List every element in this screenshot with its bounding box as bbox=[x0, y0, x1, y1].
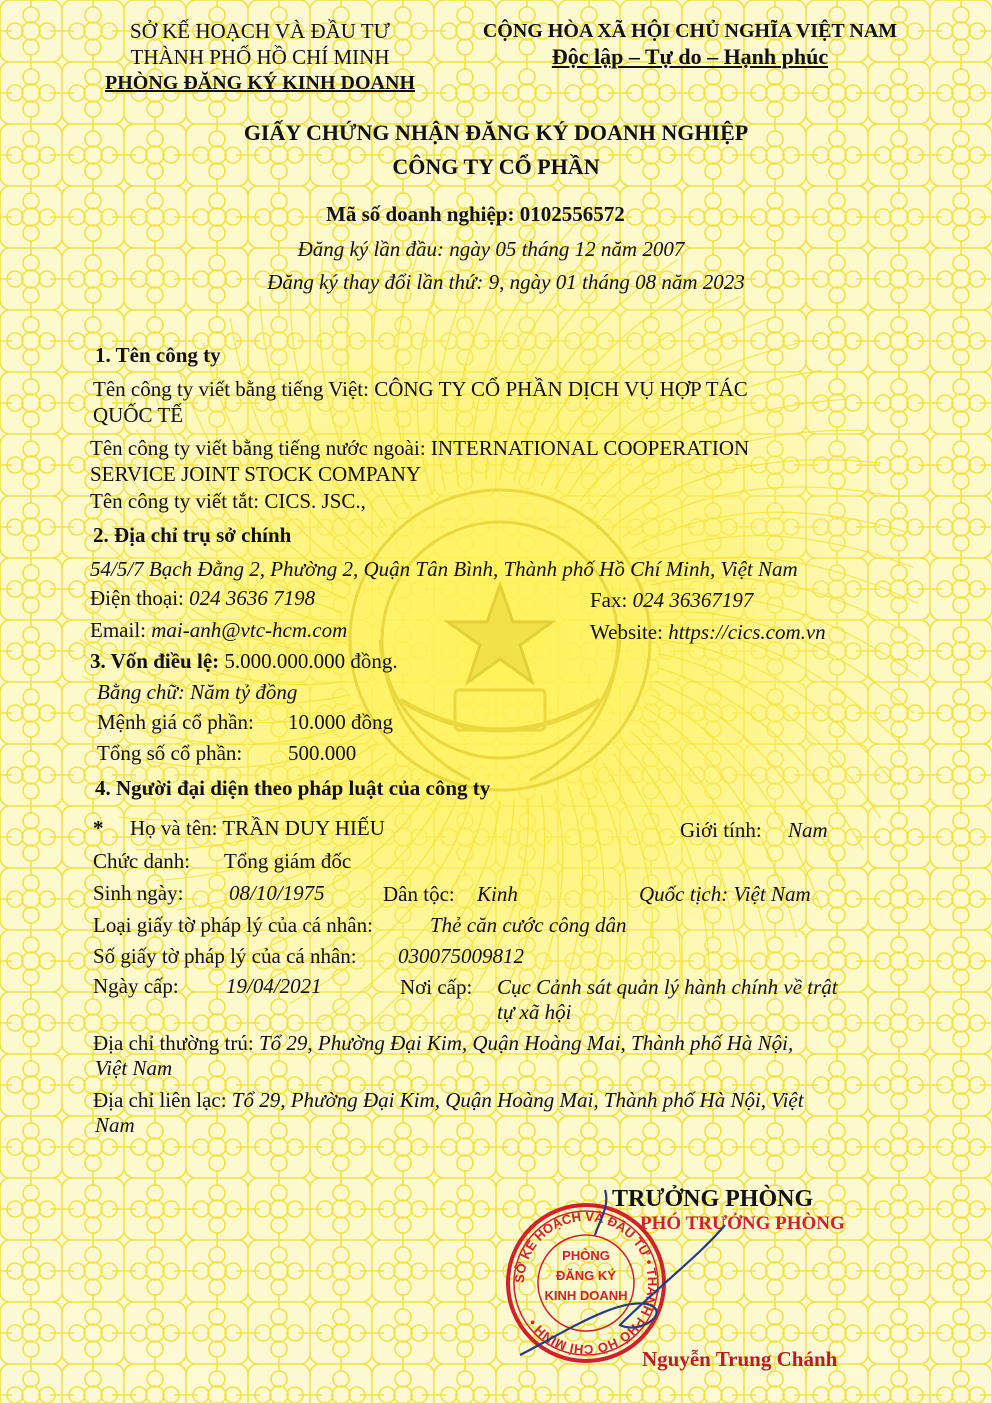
nation-line-1: CỘNG HÒA XÃ HỘI CHỦ NGHĨA VIỆT NAM bbox=[482, 20, 898, 42]
position-value: Tổng giám đốc bbox=[224, 849, 352, 873]
head-office-address: 54/5/7 Bạch Đằng 2, Phường 2, Quận Tân Bình, Thành phố Hồ Chí Minh, Việt Nam bbox=[90, 557, 798, 581]
rep-name-label: Họ và tên: bbox=[130, 816, 218, 840]
email-row bbox=[90, 617, 347, 643]
gender-value: Nam bbox=[788, 818, 828, 842]
issue-date-label: Ngày cấp: bbox=[93, 974, 179, 998]
charter-capital-value: 5.000.000.000 đồng. bbox=[224, 649, 398, 673]
email-label: Email: bbox=[90, 618, 146, 642]
email-value: mai-anh@vtc-hcm.com bbox=[151, 618, 348, 642]
contact-address-label: Địa chỉ liên lạc: bbox=[93, 1088, 227, 1112]
contact-address-row bbox=[93, 1087, 804, 1113]
charter-capital-row bbox=[90, 648, 398, 674]
capital-in-words: Bằng chữ: Năm tỷ đồng bbox=[97, 680, 298, 704]
signer-name: Nguyễn Trung Chánh bbox=[642, 1347, 838, 1371]
vn-name-label: Tên công ty viết bằng tiếng Việt: bbox=[93, 377, 369, 401]
phone-label: Điện thoại: bbox=[90, 586, 184, 610]
total-shares-value: 500.000 bbox=[288, 741, 357, 765]
total-shares-label: Tổng số cổ phần: bbox=[97, 741, 243, 765]
rep-name-value: TRẦN DUY HIẾU bbox=[222, 816, 385, 840]
doc-number-label: Số giấy tờ pháp lý của cá nhân: bbox=[93, 944, 357, 968]
bullet: * bbox=[93, 816, 104, 840]
website-row bbox=[590, 619, 826, 645]
seal-ring-text: SỞ KẾ HOẠCH VÀ ĐẦU TƯ • THÀNH PHỐ HỒ CHÍ MINH • bbox=[511, 1208, 661, 1358]
section-1-heading: 1. Tên công ty bbox=[95, 343, 221, 367]
par-value-label: Mệnh giá cổ phần: bbox=[97, 710, 254, 734]
short-name-row bbox=[90, 488, 366, 514]
section-3-heading: 3. Vốn điều lệ: bbox=[90, 649, 220, 673]
enterprise-code-value: 0102556572 bbox=[519, 202, 625, 226]
deputy-title-stamp: PHÓ TRƯỞNG PHÒNG bbox=[640, 1213, 845, 1234]
position-label: Chức danh: bbox=[93, 849, 191, 873]
enterprise-code bbox=[326, 201, 625, 227]
contact-address-cont: Nam bbox=[95, 1113, 135, 1137]
ethnic-label: Dân tộc: bbox=[383, 882, 455, 906]
issue-place-label: Nơi cấp: bbox=[400, 975, 473, 999]
nationality: Quốc tịch: Việt Nam bbox=[639, 882, 811, 906]
dob-value: 08/10/1975 bbox=[229, 881, 325, 905]
issue-place-value: Cục Cảnh sát quản lý hành chính về trật bbox=[497, 975, 838, 999]
permanent-address-row bbox=[93, 1030, 793, 1056]
permanent-address-value: Tổ 29, Phường Đại Kim, Quận Hoàng Mai, Thành phố Hà Nội, bbox=[258, 1031, 794, 1055]
permanent-address-cont: Việt Nam bbox=[95, 1056, 173, 1080]
ethnic-value: Kinh bbox=[477, 882, 518, 906]
vn-name-value: CÔNG TY CỔ PHẦN DỊCH VỤ HỢP TÁC bbox=[374, 377, 748, 401]
foreign-name-value: INTERNATIONAL COOPERATION bbox=[430, 436, 750, 460]
par-value-value: 10.000 đồng bbox=[288, 710, 393, 734]
issue-date-value: 19/04/2021 bbox=[226, 974, 322, 998]
agency-line-3: PHÒNG ĐĂNG KÝ KINH DOANH bbox=[105, 72, 415, 94]
gender-label: Giới tính: bbox=[680, 818, 762, 842]
doc-type-value: Thẻ căn cước công dân bbox=[430, 913, 627, 937]
fax-value: 024 36367197 bbox=[632, 588, 754, 612]
rep-name-row bbox=[130, 815, 385, 841]
short-name-label: Tên công ty viết tắt: bbox=[90, 489, 260, 513]
website-label: Website: bbox=[590, 620, 663, 644]
agency-line-2: THÀNH PHỐ HỒ CHÍ MINH bbox=[130, 45, 390, 69]
short-name-value: CICS. JSC., bbox=[264, 489, 366, 513]
svg-text:SỞ KẾ HOẠCH VÀ ĐẦU TƯ • THÀNH bbox=[512, 1209, 660, 1357]
document-subtitle: CÔNG TY CỔ PHẦN bbox=[392, 154, 600, 179]
section-2-heading: 2. Địa chỉ trụ sở chính bbox=[93, 523, 292, 547]
vn-name-value-cont: QUỐC TẾ bbox=[93, 403, 184, 427]
website-value: https://cics.com.vn bbox=[668, 620, 826, 644]
fax-row bbox=[590, 587, 753, 613]
foreign-name-row bbox=[90, 435, 749, 461]
document-title: GIẤY CHỨNG NHẬN ĐĂNG KÝ DOANH NGHIỆP bbox=[243, 120, 749, 145]
first-registration: Đăng ký lần đầu: ngày 05 tháng 12 năm 2007 bbox=[297, 237, 685, 261]
contact-address-value: Tổ 29, Phường Đại Kim, Quận Hoàng Mai, Thành phố Hà Nội, Việt bbox=[231, 1088, 804, 1112]
change-registration: Đăng ký thay đổi lần thứ: 9, ngày 01 tháng 08 năm 2023 bbox=[267, 270, 745, 294]
agency-line-1: SỞ KẾ HOẠCH VÀ ĐẦU TƯ bbox=[130, 19, 390, 43]
seal-center-line-2: ĐĂNG KÝ bbox=[556, 1268, 616, 1283]
permanent-address-label: Địa chỉ thường trú: bbox=[93, 1031, 254, 1055]
seal-center-line-3: KINH DOANH bbox=[544, 1288, 628, 1303]
foreign-name-value-cont: SERVICE JOINT STOCK COMPANY bbox=[90, 462, 422, 486]
vn-name-row bbox=[93, 376, 748, 402]
seal-center-line-1: PHÒNG bbox=[562, 1248, 610, 1263]
fax-label: Fax: bbox=[590, 588, 628, 612]
dob-label: Sinh ngày: bbox=[93, 881, 184, 905]
doc-number-value: 030075009812 bbox=[398, 944, 524, 968]
doc-type-label: Loại giấy tờ pháp lý của cá nhân: bbox=[93, 913, 373, 937]
section-4-heading: 4. Người đại diện theo pháp luật của công ty bbox=[95, 776, 491, 800]
phone-row bbox=[90, 585, 315, 611]
signer-title: TRƯỞNG PHÒNG bbox=[612, 1186, 814, 1212]
foreign-name-label: Tên công ty viết bằng tiếng nước ngoài: bbox=[90, 436, 426, 460]
phone-value: 024 3636 7198 bbox=[189, 586, 316, 610]
enterprise-code-label: Mã số doanh nghiệp: bbox=[326, 202, 515, 226]
issue-place-value-cont: tự xã hội bbox=[497, 1000, 572, 1024]
nation-motto: Độc lập – Tự do – Hạnh phúc bbox=[551, 44, 829, 69]
